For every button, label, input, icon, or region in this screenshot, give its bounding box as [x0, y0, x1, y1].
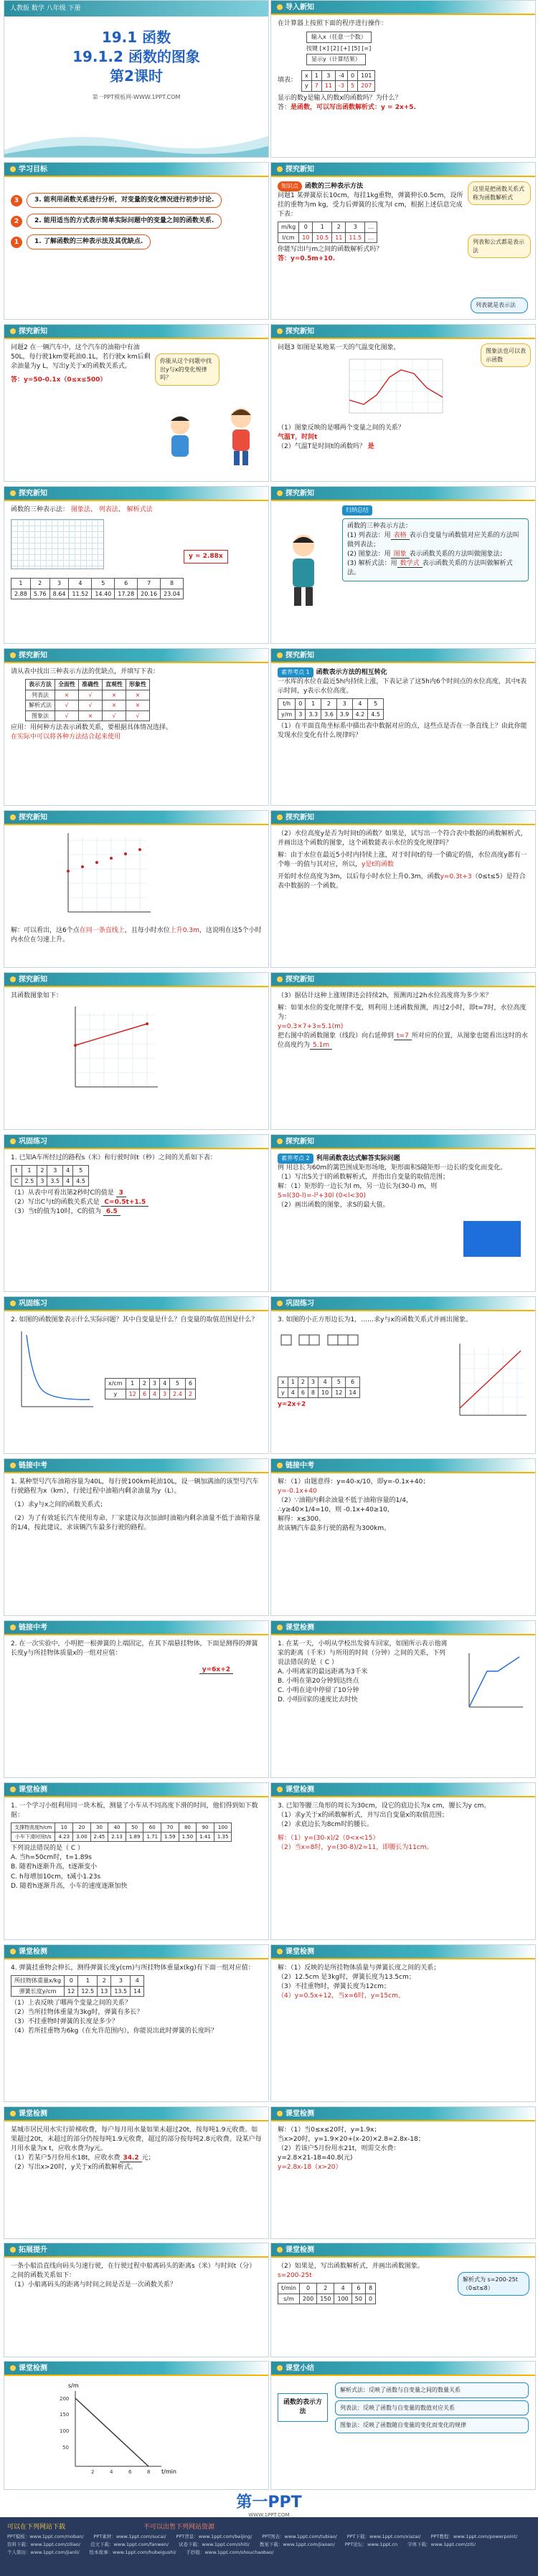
display-label: 显示y（计算结果） [306, 54, 366, 65]
slide-exam-1-solution: 链接中考 解：（1）由题意得：y=40-x/10，即y=-0.1x+40； y=-0.1x+40 （2）∵油箱内剩余油量不低于油箱容量的1/4， ∴y≥40×1/4=10，则 -0.1x+40≥10， 解得：x≤300。 故该辆汽车最多行驶的路程为300km。 [270, 1458, 536, 1616]
section-header: 探究新知 [19, 976, 47, 984]
slide-water-predict: 探究新知 （3）据估计这种上涨规律还会持续2h，预测再过2h水位高度将为多少米？ 解：如果水位的变化规律不变，则利用上述函数预测，再过2小时，即t=7时，水位高度为： y=0.3×7+3=5.1(m) 把右图中的函数图象（线段）向右延伸到 t=7 所对应的位置，从图象也能看出这时的水位高度约为 5.1m [270, 972, 536, 1130]
slide-exam-2 [4, 1620, 269, 1778]
section-header: 导入新知 [285, 4, 314, 11]
literacy-title: 利用函数表达式解答实际问题 [316, 1155, 400, 1162]
section-header: 课堂检测 [285, 1786, 314, 1794]
footer-url: WWW.1PPT.COM [248, 2512, 290, 2518]
slide-summary-methods: 探究新知 归纳总结 函数的三种表示方法： (1) 列表法：用 表格 表示自变量与函数值对应关系的方法叫做列表法； (2) 图象法：用 图象 表示函数关系的方法叫做图象法； (3) 解析式法：用 数学式 表示函数关系的方法叫做解析式法。 [270, 486, 536, 644]
literacy-title: 函数表示方法的相互转化 [316, 669, 387, 676]
boat-table: t/min 0 2 4 6 8 s/m 200 150 100 50 0 [278, 2283, 376, 2304]
section-header: 课堂检测 [285, 2110, 314, 2118]
slide-check-1: 课堂检测 1. 在某一天，小明从学校出发骑车回家，如图所示表示他离家的距离（千米）与所用的时间（分钟）之间的关系，下列说法错误的是（ C ） A. 小明离家的最远距离为3千米 B. 小明在第20分钟到达终点 C. 小明在途中停留了10分钟 D. 小明回家的速度比去时快 [270, 1620, 536, 1778]
slide-check-5: 课堂检测 某城市居民用水实行阶梯收费，每户每月用水量如果未超过20t，按每吨1.9元收费。如果超过20t，未超过的部分仍按每吨1.9元收费，超过的部分按每吨2.8元收费。设某户每月用水量为x t，应收水费为y元。 （1）若某户5月份用水18t，应收水费 34.2 元； （2）写出x>20时，y关于x的函数解析式。 [4, 2106, 269, 2239]
intro: 函数的三种表示方法： [347, 523, 412, 531]
footer-link[interactable]: PPT论坛：www.1ppt.cn [344, 2542, 398, 2547]
question: 一条小船沿直线向码头匀速行驶，在行驶过程中船离码头的距离s（米）与时间t（分）之间的函数关系如下： [11, 2263, 256, 2280]
bubble-note-3: 列表和公式都是表示法 [468, 234, 531, 258]
answer: 答：y=50-0.1x（0≤x≤500） [11, 376, 107, 384]
slide-practice-3 [270, 1296, 536, 1454]
intro-text: 在计算器上按照下面的程序进行操作： [278, 20, 388, 27]
x-tick-6: 6 [128, 2469, 132, 2475]
blank-function: y是t的函数 [362, 861, 394, 869]
slide-check-4: 课堂检测 4. 弹簧挂重物会伸长，测得弹簧长度y(cm)与所挂物体重量x(kg)有下面一组对应值： 所挂物体重量x/kg 0 1 2 3 4 弹簧长度y/cm 12 12.5 13 13.5 14 （1）上表反映了哪两个变量之间的关系？ （2）当所挂物体重量为3kg时，弹簧有多长？ （3）不挂重物时弹簧的长度是多少？ （4）若所挂重物为6kg（在允许范围内），你能说出此时弹簧的长度吗？ [4, 1944, 269, 2102]
slide-extend-2: 课堂检测 （2）如果是，写出函数解析式，并画出函数图象。 s=200-25t t/min 0 2 4 6 8 s/m 200 150 100 50 0 解析式为 s=200-25t（0≤t≤8） [270, 2243, 536, 2357]
answer-2: C=0.5t+1.5 [101, 1199, 148, 1207]
bubble-note: 图象法也可以表示函数 [481, 343, 531, 367]
slide-extend: 拓展提升 一条小船沿直线向码头匀速行驶，在行驶过程中船离码头的距离s（米）与时间t（分）之间的函数关系如下： （1）小船离码头的距离与时间之间是否是一次函数关系？ [4, 2243, 269, 2357]
objective-2: 2 2. 能用适当的方式表示简单实际问题中的变量之间的函数关系. [11, 214, 262, 229]
practice-table: t 1 2 3 4 5 C 2.5 3 3.5 4 4.5 [11, 1165, 89, 1187]
footer-cannot: 不可以出售下列网站资源 [143, 2524, 215, 2531]
water-table: t/h 0 1 2 3 4 5 y/m 3 3.3 3.6 3.9 4.2 4.5 [278, 698, 384, 720]
section-header: 探究新知 [19, 652, 47, 660]
answer-label: 答： [278, 104, 291, 112]
slide-water-points: 探究新知 解：可以看出，这6个点在同一条直线上，且每小时水位上升0.3m，这说明在这5个小时内水位在匀速上升。 [4, 810, 269, 968]
slide-fence-example: 探究新知 素养考点 2 利用函数表达式解答实际问题 例 用总长为60m的篱笆围成矩形场地，矩形面积S随矩形一边长l的变化而变化。 （1）写出S关于l的函数解析式，并指出自变量的取值范围； 解：（1）矩形的一边长为l m，另一边长为(30-l) m，则 S=l(30-l)=-l²+30l (0<l<30) （2）画出函数的图象，求S的最大值。 [270, 1134, 536, 1292]
answer: y=2x+2 [278, 1401, 306, 1409]
slide-check-5-solution: 课堂检测 解：（1）当0≤x≤20时，y=1.9x； 当x>20时，y=1.9×20+(x-20)×2.8=2.8x-18； （2）若该户5月份用水21t，则需交水费： y=2.8×21-18=40.8(元) y=2.8x-18（x>20） [270, 2106, 536, 2239]
solution-formula: y=2.8x-18（x>20） [278, 2164, 342, 2172]
knowledge-tag: 知识点 [278, 181, 302, 191]
note: 应用：用何种方法表示函数关系，要根据具体情况选择。 [11, 724, 173, 732]
bubble-note: 解析式为 s=200-25t（0≤t≤8） [458, 2272, 529, 2296]
summary-item-2: 列表法：反映了函数与自变量的数值对应关系 [335, 2400, 529, 2416]
solution-formula: （4）y=0.5x+12，当x=6时，y=15cm。 [278, 1992, 405, 2000]
x-tick-8: 8 [147, 2469, 151, 2475]
slide-objectives [4, 162, 269, 320]
inverse-table: x/cm 1 2 3 4 5 6 y 12 6 4 3 2.4 2 [105, 1378, 196, 1399]
q2: （2）气温T是时间t的函数吗？ [278, 443, 366, 451]
q1-answer: 气温T，时间t [278, 434, 318, 442]
cover-title-2: 19.1.2 函数的图象 [72, 48, 200, 65]
objective-3: 3 3. 能利用函数关系进行分析，对变量的变化情况进行初步讨论. [11, 193, 262, 208]
footer-banner [0, 2490, 538, 2576]
section-header: 巩固练习 [19, 1300, 47, 1308]
knowledge-title: 函数的三种表示方法 [305, 183, 364, 190]
slide-table: 支撑物高度h/cm 10 20 30 40 50 60 70 80 90 100 小车下滑时间t/s 4.23 3.00 2.45 2.13 1.89 1.71 1.59 1.50 1.41 1.35 [11, 1822, 232, 1842]
rectangle-figure [463, 1221, 521, 1257]
water-points-graph [54, 830, 154, 923]
cover-source: 第一PPT模板网-WWW.1PPT.COM [92, 94, 181, 100]
section-header: 链接中考 [19, 1624, 47, 1632]
blank-line: 在同一条直线上 [79, 927, 125, 935]
question: 显示的数y是输入的数x的函数吗？为什么？ [278, 95, 402, 103]
y-tick-50: 50 [62, 2445, 69, 2451]
section-header: 课堂检测 [285, 1624, 314, 1632]
methods-line: 函数的三种表示法： [11, 506, 70, 513]
footer-link[interactable]: PPT教程：www.1ppt.com/powerpoint/ [430, 2534, 518, 2539]
summary-item-3: 图象法：反映了函数随自变量的变化而变化的规律 [335, 2418, 529, 2433]
x-tick-2: 2 [91, 2469, 95, 2475]
method-grid [11, 519, 104, 569]
section-header: 课堂检测 [19, 1948, 47, 1956]
slide-water-level [270, 648, 536, 806]
kid-illustration [220, 404, 263, 468]
slide-boat-graph [4, 2361, 269, 2490]
section-header: 探究新知 [285, 328, 314, 336]
compare-table: 表示方法 全面性 准确性 直观性 形象性 列表法 × √ × × 解析式法 √ √ × × 图象法 √ × √ √ [25, 679, 150, 721]
y-tick-150: 150 [60, 2412, 70, 2418]
boat-graph [54, 2380, 183, 2481]
y-tick-200: 200 [60, 2396, 70, 2402]
slide-water-function: 探究新知 （2）水位高度y是否为时间t的函数？如果是，试写出一个符合表中数据的函数解析式，并画出这个函数的图象，这个函数能表示水位的变化规律吗？ 解：由于水位在最近5小时内持续上涨，对于时间t的每一个确定的值，水位高度y都有一个唯一的值与其对应，所以，y是t的函数 开始时水位高度为3m，以后每小时水位上升0.3m，函数y=0.3t+3（0≤t≤5）是符合表中数据的一个函数。 [270, 810, 536, 968]
section-header: 探究新知 [19, 814, 47, 822]
q2-answer: 是 [367, 443, 374, 451]
square-line-graph [449, 1340, 528, 1426]
footer-link[interactable]: PPT模板：www.1ppt.com/moban/ [7, 2534, 84, 2539]
blank-graph: 图象 [391, 551, 410, 559]
summary-center: 函数的表示方法 [278, 2393, 328, 2422]
cover-slide [4, 0, 269, 158]
distance-graph [462, 1650, 527, 1714]
question: 4. 弹簧挂重物会伸长，测得弹簧长度y(cm)与所挂物体重量x(kg)有下面一组对应值： [11, 1964, 255, 1972]
section-header: 巩固练习 [19, 1138, 47, 1146]
method-graph: 图象法 [70, 506, 90, 513]
footer-link[interactable]: 字体下载：www.1ppt.com/ziti/ [407, 2542, 476, 2547]
x-axis-label: t/min [161, 2468, 176, 2475]
literacy-tag: 素养考点 1 [278, 667, 313, 678]
question: 1. 已知A车所经过的路程s（米）和行驶时间t（秒）之间的关系如下表： [11, 1154, 217, 1161]
cover-title-1: 19.1 函数 [101, 29, 171, 46]
intro: 其函数图象如下： [11, 992, 63, 999]
section-header: 课堂检测 [19, 1786, 47, 1794]
square-table: x 1 2 3 4 5 6 y 4 6 8 10 12 14 [278, 1377, 360, 1398]
spring-table: m/kg 0 1 2 3 … l/cm 10 10.5 11 11.5 … [278, 222, 377, 243]
input-label: 输入x（任意一个数） [306, 32, 372, 43]
question: 某城市居民用水实行阶梯收费，每户每月用水量如果未超过20t，按每吨1.9元收费。如果超过20t，未超过的部分仍按每吨1.9元收费，超过的部分按每吨2.8元收费。设某户每月用水量为x t，应收水费为y元。 [11, 2126, 262, 2153]
slide-temperature [270, 324, 536, 482]
square-pattern [278, 1328, 364, 1371]
footer-can: 可以在下列网站下载 [7, 2524, 66, 2531]
footer-link[interactable]: 手抄报：www.1ppt.com/shouchaobao/ [186, 2549, 274, 2555]
slide-water-graph [4, 972, 269, 1130]
kid-illustration-2 [148, 411, 212, 468]
y-axis-label: s/m [68, 2382, 79, 2389]
temperature-graph [342, 356, 450, 420]
section-header: 拓展提升 [19, 2246, 47, 2254]
method-formula-box: y = 2.88x [184, 550, 228, 564]
bubble-note: 你能从这个问题中找出y与x的变化规律吗？ [155, 353, 220, 386]
water-line-graph [61, 1001, 161, 1101]
slide-spring-problem [270, 162, 536, 320]
solution-formula: y=-0.1x+40 [278, 1488, 317, 1496]
spring-weight-table: 所挂物体重量x/kg 0 1 2 3 4 弹簧长度y/cm 12 12.5 13 13.5 14 [11, 1975, 144, 1997]
footer-link[interactable]: PPT图表：www.1ppt.com/tubiao/ [262, 2534, 337, 2539]
section-header: 探究新知 [19, 328, 47, 336]
blank-rise: 上升0.3m [169, 927, 199, 935]
section-header: 探究新知 [285, 814, 314, 822]
problem-text: 问题3 如图是某地某一天的气温变化图象， [278, 344, 400, 351]
slide-summary [270, 2361, 536, 2490]
answer-3: 6.5 [103, 1208, 121, 1216]
footer-links [7, 2533, 524, 2555]
section-header: 探究新知 [285, 166, 314, 174]
section-header: 探究新知 [19, 490, 47, 498]
section-header: 课堂检测 [285, 2246, 314, 2254]
cover-top-bar: 人教版 数学 八年级 下册 [4, 1, 268, 16]
y-tick-100: 100 [60, 2428, 70, 2434]
section-header: 课堂小结 [285, 2364, 314, 2372]
slide-practice-1: 巩固练习 1. 已知A车所经过的路程s（米）和行驶时间t（秒）之间的关系如下表： t 1 2 3 4 5 C 2.5 3 3.5 4 4.5 （1）从表中可看出第2秒时C的值是 3 （2）写出C与t的函数关系式是 C=0.5t+1.5 （3）当t的值为10时，C的值为 6.5 [4, 1134, 269, 1292]
method-table: 1 2 3 4 5 6 7 8 2.88 5.76 8.64 11.52 14.40 17.28 20.16 23.04 [11, 578, 184, 599]
footer-link[interactable]: 教案下载：www.1ppt.com/jiaoan/ [259, 2542, 335, 2547]
q2: （2）水位高度y是否为时间t的函数？如果是，试写出一个符合表中数据的函数解析式，并画出这个函数的图象，这个函数能表示水位的变化规律吗？ [278, 830, 527, 847]
section-header: 课堂检测 [285, 1948, 314, 1956]
bubble-note-1: 这里是把函数关系式称为函数解析式 [468, 181, 531, 205]
section-header: 课堂检测 [19, 2110, 47, 2118]
cover-decoration [4, 121, 269, 157]
answer: 34.2 [120, 2154, 141, 2162]
slide-practice-2 [4, 1296, 269, 1454]
inverse-graph [11, 1328, 97, 1414]
extend-formula: s=200-25t [278, 2272, 312, 2280]
slide-compare-methods [4, 648, 269, 806]
section-header: 巩固练习 [285, 1300, 314, 1308]
question: 1. 某种型号汽车油箱容量为40L，每行驶100km耗油10L，设一辆加满油的该型号汽车行驶路程为x（km），行驶过程中油箱内剩余油量为y（L）。 [11, 1478, 259, 1496]
q3: （3）据估计这种上涨规律还会持续2h，预测再过2h水位高度将为多少米？ [278, 992, 492, 999]
box-title: 归纳总结 [342, 505, 372, 515]
slide-check-2: 课堂检测 1. 一个学习小组利用同一块木板，测量了小车从不同高度下滑的时间，他们得到如下数据： 支撑物高度h/cm 10 20 30 40 50 60 70 80 90 100 小车下滑时间t/s 4.23 3.00 2.45 2.13 1.89 1.71 1.59 1.50 1.41 1.35 下列说法错误的是（ C ） A. 当h=50cm时，t=1.89s B. 随着h逐渐升高，t逐渐变小 C. h每增加10cm，t减小1.23s D. 随着h逐渐升高，小车的速度逐渐加快 [4, 1782, 269, 1940]
footer-link[interactable]: 个人简历：www.1ppt.com/jianli/ [7, 2549, 80, 2555]
note-red: 在实际中可以将各种方法结合起来使用 [11, 733, 121, 741]
objective-1: 1 1. 了解函数的三种表示法及其优缺点. [11, 234, 262, 249]
problem-text: 问题2 在一辆汽车中，这个汽车的油箱中有油50L，每行驶1km要耗油0.1L，若行驶x km后剩余油量为y L，写出y关于x的函数关系式。 [11, 344, 151, 371]
question: 3. 如图的小正方形边长为1，……求y与x的函数关系式并画出图象。 [278, 1316, 472, 1323]
question: 你能写出l与m之间的函数解析式吗？ [278, 246, 383, 254]
section-header: 探究新知 [285, 1138, 314, 1146]
footer-link[interactable]: 资料下载：www.1ppt.com/ziliao/ [7, 2542, 80, 2547]
slide-exam-1: 链接中考 1. 某种型号汽车油箱容量为40L，每行驶100km耗油10L，设一辆加满油的该型号汽车行驶路程为x（km），行驶过程中油箱内剩余油量为y（L）。 （1）求y与x之间的函数关系式； （2）为了有效延长汽车使用寿命，厂家建议每次加油时油箱内剩余油量不低于油箱容量的1/4，按此建议，求该辆汽车最多行驶的路程。 [4, 1458, 269, 1616]
problem-text: 一水库的水位在最近5h内持续上涨，下表记录了这5h内6个时间点的水位高度，其中t表示时间，y表示水位高度。 [278, 678, 527, 695]
question: 3. 已知等腰三角形的周长为30cm，设它的底边长为x cm，腰长为y cm。 [278, 1802, 491, 1810]
slide-check-4-solution: 课堂检测 解：（1）反映的是所挂物体质量与弹簧长度之间的关系； （2）12.5cm 是3kg时，弹簧长度为13.5cm； （3）不挂重物时，弹簧长度为12cm； （4）y=0.5x+12，当x=6时，y=15cm。 [270, 1944, 536, 2102]
section-header: 链接中考 [19, 1462, 47, 1470]
method-table: 列表法 [98, 506, 118, 513]
answer-1: 解：（1）y=(30-x)/2（0<x<15） [278, 1835, 379, 1843]
blank-formula: 数学式 [397, 560, 423, 568]
footer-link[interactable]: PPT素材：www.1ppt.com/sucai/ [93, 2534, 166, 2539]
section-header: 课堂检测 [19, 2364, 47, 2372]
example-text: 例 用总长为60m的篱笆围成矩形场地，矩形面积S随矩形一边长l的变化而变化。 [278, 1164, 507, 1172]
x-tick-4: 4 [110, 2469, 113, 2475]
fill-label: 填表： [278, 77, 298, 85]
footer-link[interactable]: 试卷下载：www.1ppt.com/shiti/ [179, 2542, 250, 2547]
section-header: 探究新知 [285, 976, 314, 984]
section-header: 探究新知 [285, 490, 314, 498]
slide-intro [270, 0, 536, 158]
q1: （1）图象反映的是哪两个变量之间的关系？ [278, 424, 405, 432]
section-header: 探究新知 [285, 652, 314, 660]
teacher-illustration [278, 530, 329, 609]
slide-car-problem [4, 324, 269, 482]
cover-title-3: 第2课时 [110, 67, 163, 85]
slide-check-3: 课堂检测 3. 已知等腰三角形的周长为30cm，设它的底边长为x cm，腰长为y cm。 （1）求y关于x的函数解析式，并写出自变量x的取值范围； （2）求底边长为8cm时的腰长。 解：（1）y=(30-x)/2（0<x<15） （2）当x=8时，y=(30-8)/2=11，即腰长为11cm。 [270, 1782, 536, 1940]
footer-link[interactable]: PPT背景：www.1ppt.com/beijing/ [176, 2534, 253, 2539]
footer-brand: 第一PPT [236, 2494, 302, 2511]
intro: 请从表中找出三种表示方法的优缺点，并填写下表： [11, 668, 160, 675]
fence-formula: S=l(30-l)=-l²+30l (0<l<30) [278, 1192, 367, 1200]
footer-link[interactable]: 范文下载：www.1ppt.com/fanwen/ [90, 2542, 169, 2547]
blank-formula: y=0.3t+3 [440, 873, 472, 881]
answer-2: （2）当x=8时，y=(30-8)/2=11，即腰长为11cm。 [278, 1844, 433, 1852]
method-formula: 解析式法 [126, 506, 153, 513]
footer-link[interactable]: 绘本故事：www.1ppt.com/hubeigushi/ [89, 2549, 176, 2555]
question: 1. 在某一天，小明从学校出发骑车回家，如图所示表示他离家的距离（千米）与所用的时间（分钟）之间的关系，下列说法错误的是（ C ） [278, 1640, 448, 1667]
blank-height: 5.1m [310, 1042, 332, 1050]
answer-1: 3 [116, 1189, 126, 1197]
summary-item-1: 解析式法：反映了函数与自变量之间的数量关系 [335, 2382, 529, 2398]
question: 2. 在一次实验中，小明把一根弹簧的上端固定，在其下端悬挂物体，下面是测得的弹簧长度y与所挂物体质量x的一组对应值： [11, 1640, 258, 1658]
blank-table: 表格 [391, 532, 410, 540]
slide-three-methods: 探究新知 函数的三种表示法： 图象法、 列表法、 解析式法 y = 2.88x 1 2 3 4 5 6 7 8 2.88 5.76 8.64 11.52 14.40 17.28 20.16 23.04 [4, 486, 269, 644]
literacy-tag: 素养考点 2 [278, 1154, 313, 1164]
answer: 是函数，可以写出函数解析式：y = 2x+5. [291, 104, 416, 112]
key-sequence: 按键 [×] [2] [+] [5] [=] [306, 44, 372, 52]
predict-result: y=0.3×7+3=5.1(m) [278, 1023, 344, 1031]
xy-table: x 1 3 -4 0 101 y 7 11 -3 5 207 [301, 70, 375, 92]
answer: 答：y=0.5m+10. [278, 255, 336, 263]
question: 1. 一个学习小组利用同一块木板，测量了小车从不同高度下滑的时间，他们得到如下数据： [11, 1802, 258, 1820]
footer-link[interactable]: PPT下载：www.1ppt.com/xiazai/ [346, 2534, 421, 2539]
blank-t7: t=7 [394, 1032, 412, 1040]
problem-text: 问题1 某弹簧原长10cm，每挂1kg重物，弹簧伸长0.5cm，设所挂的重物为m kg，受力后弹簧的长度为l cm，根据上述信息完成下表： [278, 192, 463, 219]
answer: y=6x+2 [199, 1666, 233, 1674]
bubble-note-2: 列表就是表示法 [471, 298, 528, 313]
q1: （1）在平面直角坐标系中描出表中数据对应的点，这些点是否在一条直线上？由此你能发现水位变化有什么规律吗？ [278, 723, 527, 740]
section-header: 链接中考 [285, 1462, 314, 1470]
question: 2. 如图的函数图象表示什么实际问题？其中自变量是什么？自变量的取值范围是什么？ [11, 1316, 258, 1323]
section-header: 学习目标 [19, 166, 47, 174]
